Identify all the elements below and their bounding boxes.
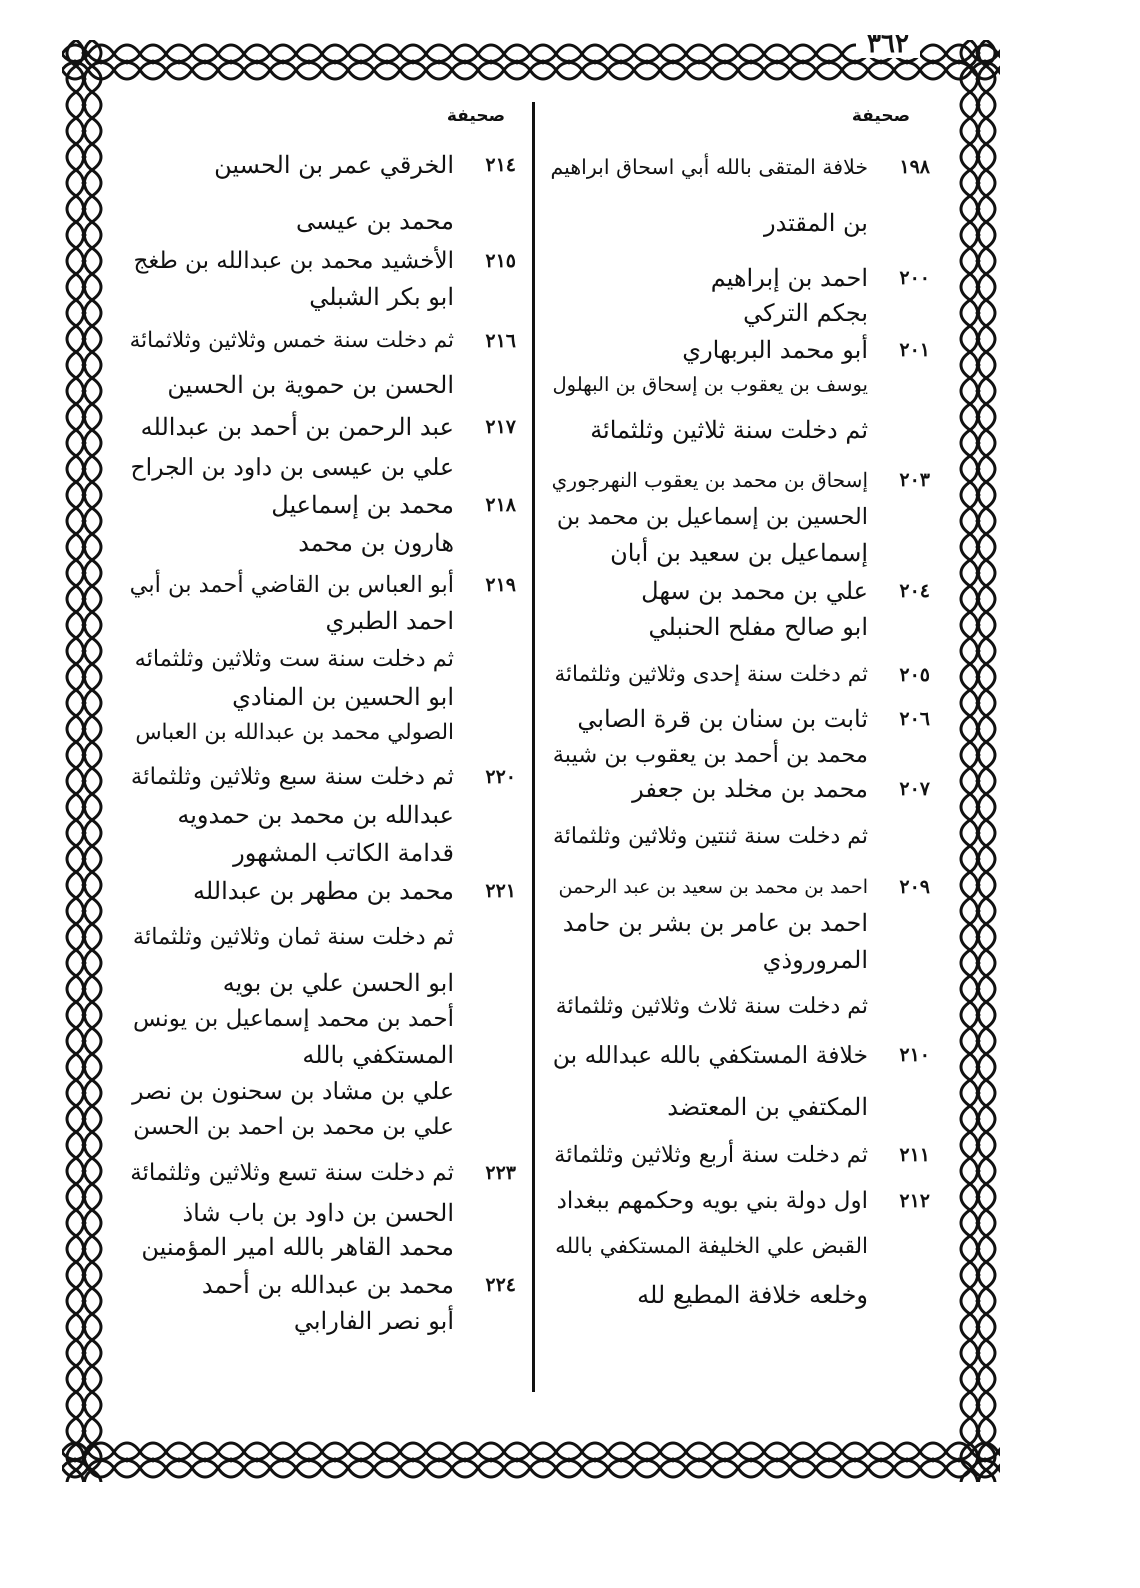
- entry-title: الحسن بن حموية بن الحسين: [167, 371, 454, 399]
- entry-page-number: ٢١٤: [485, 154, 516, 176]
- entry-title: محمد بن عبدالله بن أحمد: [201, 1271, 454, 1299]
- entry-page-number: ٢١٨: [485, 494, 516, 516]
- entry-page-number: ٢٢٤: [485, 1274, 516, 1296]
- entry-title: أحمد بن محمد إسماعيل بن يونس: [133, 1006, 454, 1032]
- entry-title: احمد بن عامر بن بشر بن حامد: [562, 909, 868, 937]
- entry-title: يوسف بن يعقوب بن إسحاق بن البهلول: [552, 373, 868, 396]
- entry-title: بجكم التركي: [743, 299, 868, 327]
- entry-page-number: ٢١٢: [899, 1190, 930, 1212]
- entry-title: خلافة المستكفي بالله عبدالله بن: [552, 1041, 868, 1069]
- column-heading-left: صحيفة: [446, 106, 505, 126]
- entry-title: ثم دخلت سنة ثلاثين وثلثمائة: [590, 416, 868, 444]
- entry-title: احمد بن إبراهيم: [710, 264, 868, 292]
- entry-title: المكتفي بن المعتضد: [667, 1093, 868, 1121]
- entry-title: محمد بن عيسى: [295, 207, 454, 235]
- entry-page-number: ٢٠٠: [899, 267, 930, 289]
- entry-title: علي بن محمد بن سهل: [641, 577, 868, 605]
- entry-title: احمد الطبري: [325, 607, 454, 635]
- column-divider: [532, 102, 535, 1392]
- entry-title: عبدالله بن محمد بن حمدويه: [177, 801, 454, 829]
- entry-title: ثم دخلت سنة ثمان وثلاثين وثلثمائة: [132, 924, 454, 950]
- entry-page-number: ٢٠٧: [899, 778, 930, 800]
- entry-title: قدامة الكاتب المشهور: [233, 839, 454, 867]
- entry-title: أبو نصر الفارابي: [293, 1307, 454, 1335]
- entry-title: محمد بن مطهر بن عبدالله: [192, 877, 454, 905]
- entry-page-number: ٢١٧: [485, 416, 516, 438]
- entry-page-number: ٢١١: [899, 1144, 930, 1166]
- entry-page-number: ٢١٥: [485, 250, 516, 272]
- entry-title: خلافة المتقى بالله أبي اسحاق ابراهيم: [550, 155, 868, 179]
- entry-title: محمد بن مخلد بن جعفر: [632, 775, 868, 803]
- entry-title: علي بن مشاد بن سحنون بن نصر: [132, 1077, 454, 1105]
- entry-page-number: ٢٢٣: [485, 1162, 516, 1184]
- entry-title: الخرقي عمر بن الحسين: [214, 151, 454, 179]
- entry-title: الحسن بن داود بن باب شاذ: [182, 1199, 454, 1227]
- page-number: ٣٦٢: [856, 30, 920, 58]
- entry-title: ثم دخلت سنة ست وثلاثين وثلثمائه: [134, 646, 454, 672]
- entry-page-number: ١٩٨: [899, 156, 930, 178]
- entry-title: عبد الرحمن بن أحمد بن عبدالله: [140, 413, 454, 441]
- entry-title: اول دولة بني بويه وحكمهم ببغداد: [556, 1188, 868, 1214]
- entry-page-number: ٢٠٣: [899, 469, 930, 491]
- entry-page-number: ٢٠٦: [899, 708, 930, 730]
- entry-title: الأخشيد محمد بن عبدالله بن طغج: [133, 248, 454, 274]
- entry-title: وخلعه خلافة المطيع لله: [637, 1281, 868, 1309]
- entry-title: محمد بن أحمد بن يعقوب بن شيبة: [552, 742, 868, 768]
- entry-title: الصولي محمد بن عبدالله بن العباس: [135, 720, 454, 745]
- entry-page-number: ٢٢١: [485, 880, 516, 902]
- entry-page-number: ٢١٩: [485, 574, 516, 596]
- entry-title: ثم دخلت سنة تسع وثلاثين وثلثمائة: [130, 1160, 454, 1186]
- entry-title: المستكفي بالله: [302, 1041, 454, 1069]
- entry-title: ثابت بن سنان بن قرة الصابي: [577, 705, 868, 733]
- entry-page-number: ٢٠٩: [899, 876, 930, 898]
- entry-page-number: ٢٠١: [899, 339, 930, 361]
- entry-title: هارون بن محمد: [298, 529, 454, 557]
- entry-title: علي بن عيسى بن داود بن الجراح: [130, 453, 454, 481]
- entry-page-number: ٢٢٠: [485, 766, 516, 788]
- entry-title: إسماعيل بن سعيد بن أبان: [610, 539, 868, 567]
- entry-title: ابو الحسن علي بن بويه: [222, 969, 454, 997]
- entry-title: احمد بن محمد بن سعيد بن عبد الرحمن: [558, 876, 868, 898]
- entry-title: بن المقتدر: [763, 209, 868, 237]
- entry-page-number: ٢١٦: [485, 330, 516, 352]
- entry-title: ابو صالح مفلح الحنبلي: [648, 613, 868, 641]
- entry-title: ثم دخلت سنة خمس وثلاثين وثلاثمائة: [129, 328, 454, 353]
- entry-title: محمد بن إسماعيل: [271, 491, 454, 519]
- entry-title: الحسين بن إسماعيل بن محمد بن: [556, 504, 868, 530]
- entry-title: ثم دخلت سنة ثلاث وثلاثين وثلثمائة: [555, 994, 868, 1019]
- ornament-band-right: [956, 40, 1000, 1482]
- column-heading-right: صحيفة: [851, 106, 910, 126]
- entry-page-number: ٢١٠: [899, 1044, 930, 1066]
- entry-title: ثم دخلت سنة سبع وثلاثين وثلثمائة: [130, 764, 454, 790]
- entry-title: ثم دخلت سنة إحدى وثلاثين وثلثمائة: [554, 662, 868, 687]
- entry-title: المروروذي: [762, 946, 868, 974]
- entry-page-number: ٢٠٤: [899, 580, 930, 602]
- entry-title: محمد القاهر بالله امير المؤمنين: [141, 1233, 454, 1261]
- entry-title: القبض علي الخليفة المستكفي بالله: [555, 1234, 868, 1259]
- ornament-band-left: [62, 40, 106, 1482]
- entry-title: أبو محمد البربهاري: [682, 336, 868, 364]
- entry-title: ابو بكر الشبلي: [309, 283, 454, 311]
- ornament-band-bottom: [62, 1438, 1000, 1482]
- entry-title: ثم دخلت سنة ثنتين وثلاثين وثلثمائة: [552, 824, 868, 849]
- entry-title: ثم دخلت سنة أربع وثلاثين وثلثمائة: [554, 1142, 868, 1168]
- entry-title: أبو العباس بن القاضي أحمد بن أبي: [129, 572, 454, 598]
- entry-page-number: ٢٠٥: [899, 664, 930, 686]
- entry-title: ابو الحسين بن المنادي: [232, 683, 454, 711]
- entry-title: علي بن محمد بن احمد بن الحسن: [133, 1114, 454, 1140]
- entry-title: إسحاق بن محمد بن يعقوب النهرجوري: [551, 468, 868, 492]
